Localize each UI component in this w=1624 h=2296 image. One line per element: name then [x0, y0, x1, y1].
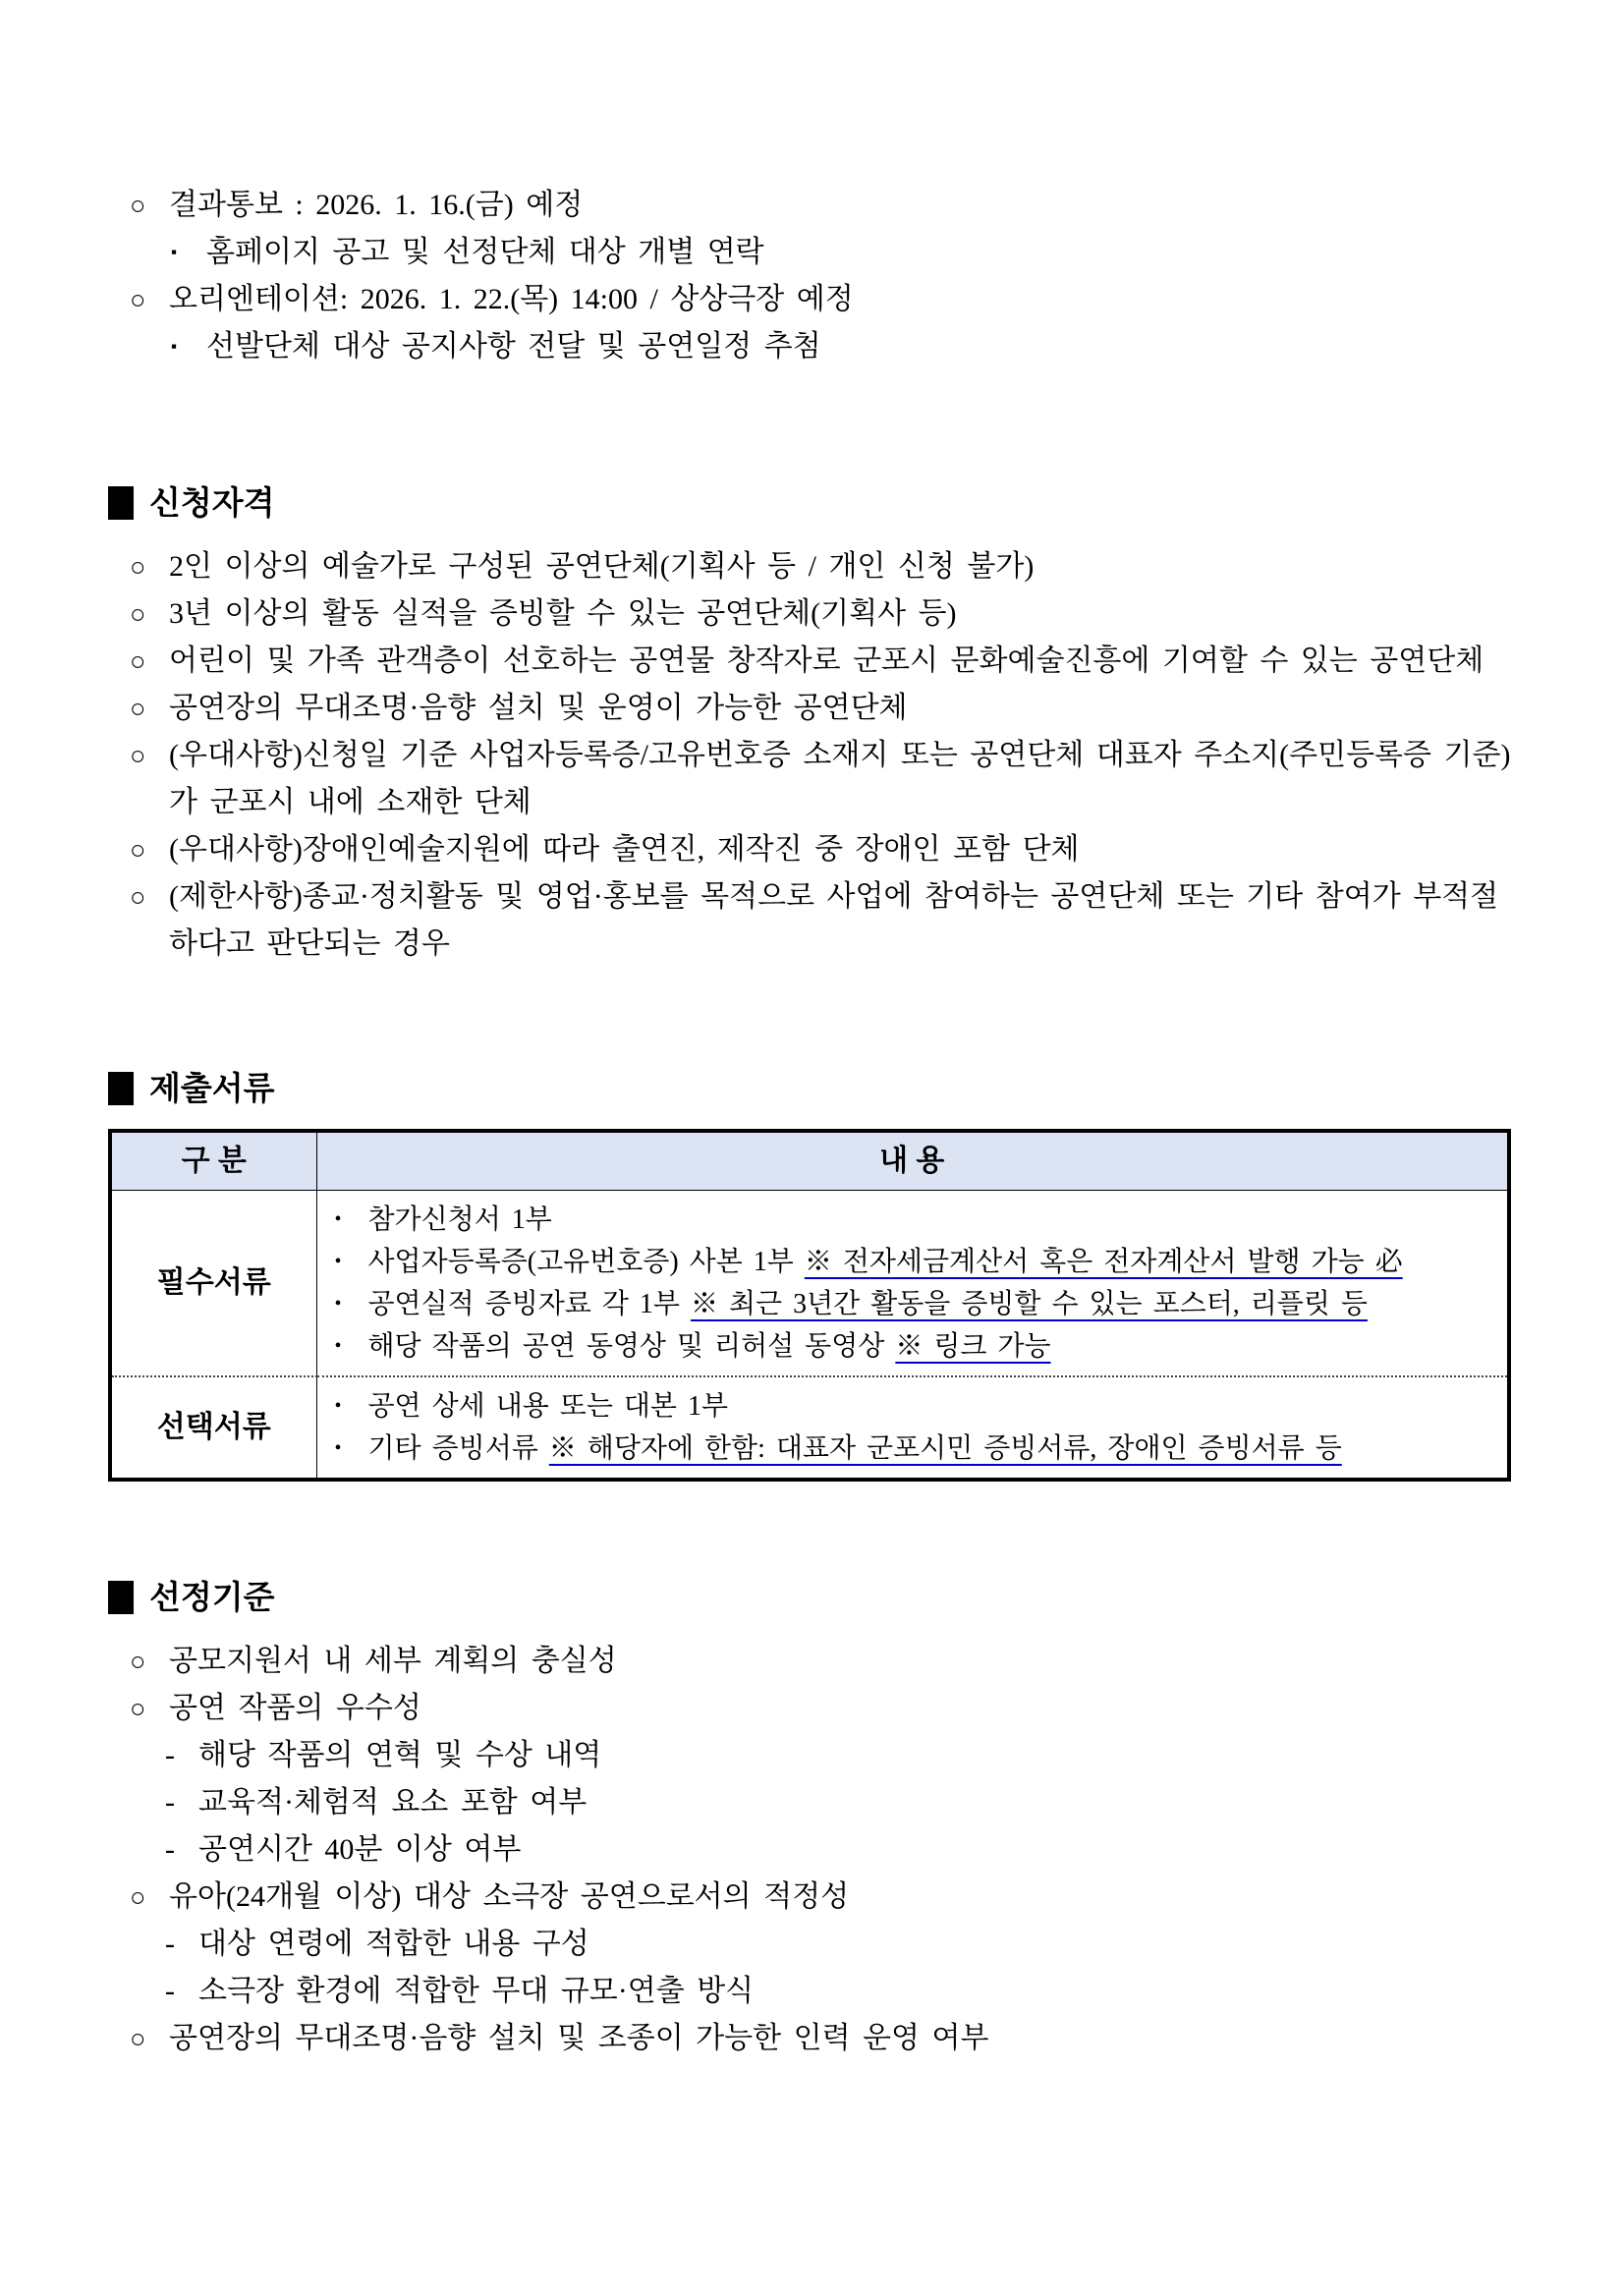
list-item — [108, 323, 1511, 370]
list-item-text: (우대사항)신청일 기준 사업자등록증/고유번호증 소재지 또는 공연단체 대표자 주소지(주민등록증 기준)가 군포시 내에 소재한 단체 — [169, 739, 1511, 818]
schedule-notes-section — [108, 182, 1511, 370]
qualification-list — [108, 543, 1511, 968]
square-bullet-icon: ▪ — [171, 243, 178, 261]
list-item-text: 교육적·체험적 요소 포함 여부 — [198, 1785, 588, 1819]
doc-item-note: ※ 최근 3년간 활동을 증빙할 수 있는 포스터, 리플릿 등 — [690, 1288, 1368, 1319]
doc-item-note: ※ 해당자에 한함: 대표자 군포시민 증빙서류, 장애인 증빙서류 등 — [548, 1432, 1342, 1464]
doc-content-cell — [316, 1190, 1509, 1376]
table-header-row — [110, 1131, 1509, 1190]
list-item — [108, 229, 1511, 276]
qualification-heading-text: 신청자격 — [149, 484, 275, 521]
doc-category-cell: 필수서류 — [110, 1190, 316, 1376]
dot-bullet-icon: • — [334, 1207, 342, 1230]
list-item — [108, 182, 1511, 229]
doc-item — [317, 1199, 1508, 1241]
circle-bullet-icon: ○ — [130, 1881, 146, 1912]
doc-item-text: 사업자등록증(고유번호증) 사본 1부 — [367, 1246, 794, 1277]
list-item — [108, 1874, 1511, 1921]
dot-bullet-icon: • — [334, 1436, 342, 1459]
black-square-icon — [108, 1581, 134, 1614]
list-item-text: 유아(24개월 이상) 대상 소극장 공연으로서의 적정성 — [169, 1879, 850, 1913]
circle-bullet-icon: ○ — [130, 2023, 146, 2053]
doc-category-cell: 선택서류 — [110, 1376, 316, 1480]
column-header-content: 내 용 — [316, 1131, 1509, 1190]
list-item-text: (우대사항)장애인예술지원에 따라 출연진, 제작진 중 장애인 포함 단체 — [169, 833, 1080, 866]
doc-item — [317, 1241, 1508, 1283]
list-item — [108, 276, 1511, 323]
list-item-text: 선발단체 대상 공지사항 전달 및 공연일정 추첨 — [206, 330, 821, 363]
list-item — [108, 2015, 1511, 2062]
doc-item-text: 공연실적 증빙자료 각 1부 — [367, 1288, 680, 1319]
doc-item — [317, 1385, 1508, 1428]
black-square-icon — [108, 1072, 134, 1105]
dash-bullet-icon: - — [165, 1785, 175, 1819]
list-item — [108, 1921, 1511, 1968]
column-header-category: 구 분 — [110, 1131, 316, 1190]
list-item — [108, 1732, 1511, 1779]
list-item-text: 공연시간 40분 이상 여부 — [198, 1832, 522, 1866]
list-item-text: 공모지원서 내 세부 계획의 충실성 — [169, 1644, 617, 1677]
doc-item-note: ※ 링크 가능 — [895, 1330, 1051, 1362]
table-row — [110, 1190, 1509, 1376]
criteria-heading-text: 선정기준 — [149, 1578, 275, 1615]
list-item-text: 소극장 환경에 적합한 무대 규모·연출 방식 — [198, 1974, 755, 2007]
list-item — [108, 1685, 1511, 1732]
list-item-text: 오리엔테이션: 2026. 1. 22.(목) 14:00 / 상상극장 예정 — [169, 283, 854, 315]
list-item-text: 해당 작품의 연혁 및 수상 내역 — [198, 1738, 602, 1771]
dot-bullet-icon: • — [334, 1292, 342, 1315]
square-bullet-icon: ▪ — [171, 337, 178, 356]
criteria-heading — [108, 1575, 1511, 1620]
doc-item — [317, 1428, 1508, 1470]
dot-bullet-icon: • — [334, 1394, 342, 1417]
list-item — [108, 1779, 1511, 1826]
list-item-text: 홈페이지 공고 및 선정단체 대상 개별 연락 — [206, 236, 764, 268]
doc-item-text: 해당 작품의 공연 동영상 및 리허설 동영상 — [367, 1330, 885, 1362]
list-item — [108, 543, 1511, 590]
documents-table-head — [110, 1131, 1509, 1190]
list-item — [108, 873, 1511, 968]
qualification-heading — [108, 480, 1511, 526]
list-item — [108, 826, 1511, 873]
doc-item-text: 참가신청서 1부 — [367, 1204, 552, 1235]
list-item-text: 공연 작품의 우수성 — [169, 1691, 421, 1724]
circle-bullet-icon: ○ — [130, 285, 146, 314]
doc-content-cell — [316, 1376, 1509, 1480]
doc-item-text: 공연 상세 내용 또는 대본 1부 — [367, 1390, 729, 1422]
circle-bullet-icon: ○ — [130, 741, 146, 770]
documents-section — [108, 1066, 1511, 1482]
dash-bullet-icon: - — [165, 1927, 175, 1960]
circle-bullet-icon: ○ — [130, 1646, 146, 1676]
doc-item-text: 기타 증빙서류 — [367, 1432, 538, 1464]
table-row — [110, 1376, 1509, 1480]
dash-bullet-icon: - — [165, 1974, 175, 2007]
documents-heading — [108, 1066, 1511, 1111]
criteria-section — [108, 1575, 1511, 2062]
circle-bullet-icon: ○ — [130, 835, 146, 865]
list-item-text: (제한사항)종교·정치활동 및 영업·홍보를 목적으로 사업에 참여하는 공연단체 또는 기타 참여가 부적절하다고 판단되는 경우 — [169, 880, 1499, 960]
dot-bullet-icon: • — [334, 1334, 342, 1357]
schedule-notes-list — [108, 182, 1511, 370]
list-item — [108, 1826, 1511, 1874]
list-item-text: 어린이 및 가족 관객층이 선호하는 공연물 창작자로 군포시 문화예술진흥에 기여할 수 있는 공연단체 — [169, 644, 1484, 677]
list-item — [108, 1638, 1511, 1685]
list-item — [108, 732, 1511, 826]
dash-bullet-icon: - — [165, 1832, 175, 1866]
list-item-text: 3년 이상의 활동 실적을 증빙할 수 있는 공연단체(기획사 등) — [169, 597, 957, 630]
circle-bullet-icon: ○ — [130, 552, 146, 582]
circle-bullet-icon: ○ — [130, 882, 146, 912]
list-item — [108, 590, 1511, 638]
list-item — [108, 685, 1511, 732]
documents-table — [108, 1129, 1511, 1482]
list-item — [108, 638, 1511, 685]
criteria-list — [108, 1638, 1511, 2062]
dash-bullet-icon: - — [165, 1738, 175, 1771]
qualification-section — [108, 480, 1511, 968]
doc-item-note: ※ 전자세금계산서 혹은 전자계산서 발행 가능 必 — [804, 1246, 1403, 1277]
list-item — [108, 1968, 1511, 2015]
list-item-text: 공연장의 무대조명·음향 설치 및 조종이 가능한 인력 운영 여부 — [169, 2021, 989, 2054]
black-square-icon — [108, 486, 134, 520]
doc-item — [317, 1283, 1508, 1325]
list-item-text: 대상 연령에 적합한 내용 구성 — [198, 1927, 589, 1960]
circle-bullet-icon: ○ — [130, 694, 146, 723]
list-item-text: 결과통보 : 2026. 1. 16.(금) 예정 — [169, 189, 584, 221]
circle-bullet-icon: ○ — [130, 1693, 146, 1723]
documents-heading-text: 제출서류 — [149, 1070, 275, 1106]
circle-bullet-icon: ○ — [130, 646, 146, 676]
documents-table-body — [110, 1190, 1509, 1480]
list-item-text: 공연장의 무대조명·음향 설치 및 운영이 가능한 공연단체 — [169, 692, 908, 724]
circle-bullet-icon: ○ — [130, 191, 146, 220]
doc-item — [317, 1325, 1508, 1368]
dot-bullet-icon: • — [334, 1250, 342, 1272]
circle-bullet-icon: ○ — [130, 599, 146, 629]
list-item-text: 2인 이상의 예술가로 구성된 공연단체(기획사 등 / 개인 신청 불가) — [169, 550, 1035, 583]
